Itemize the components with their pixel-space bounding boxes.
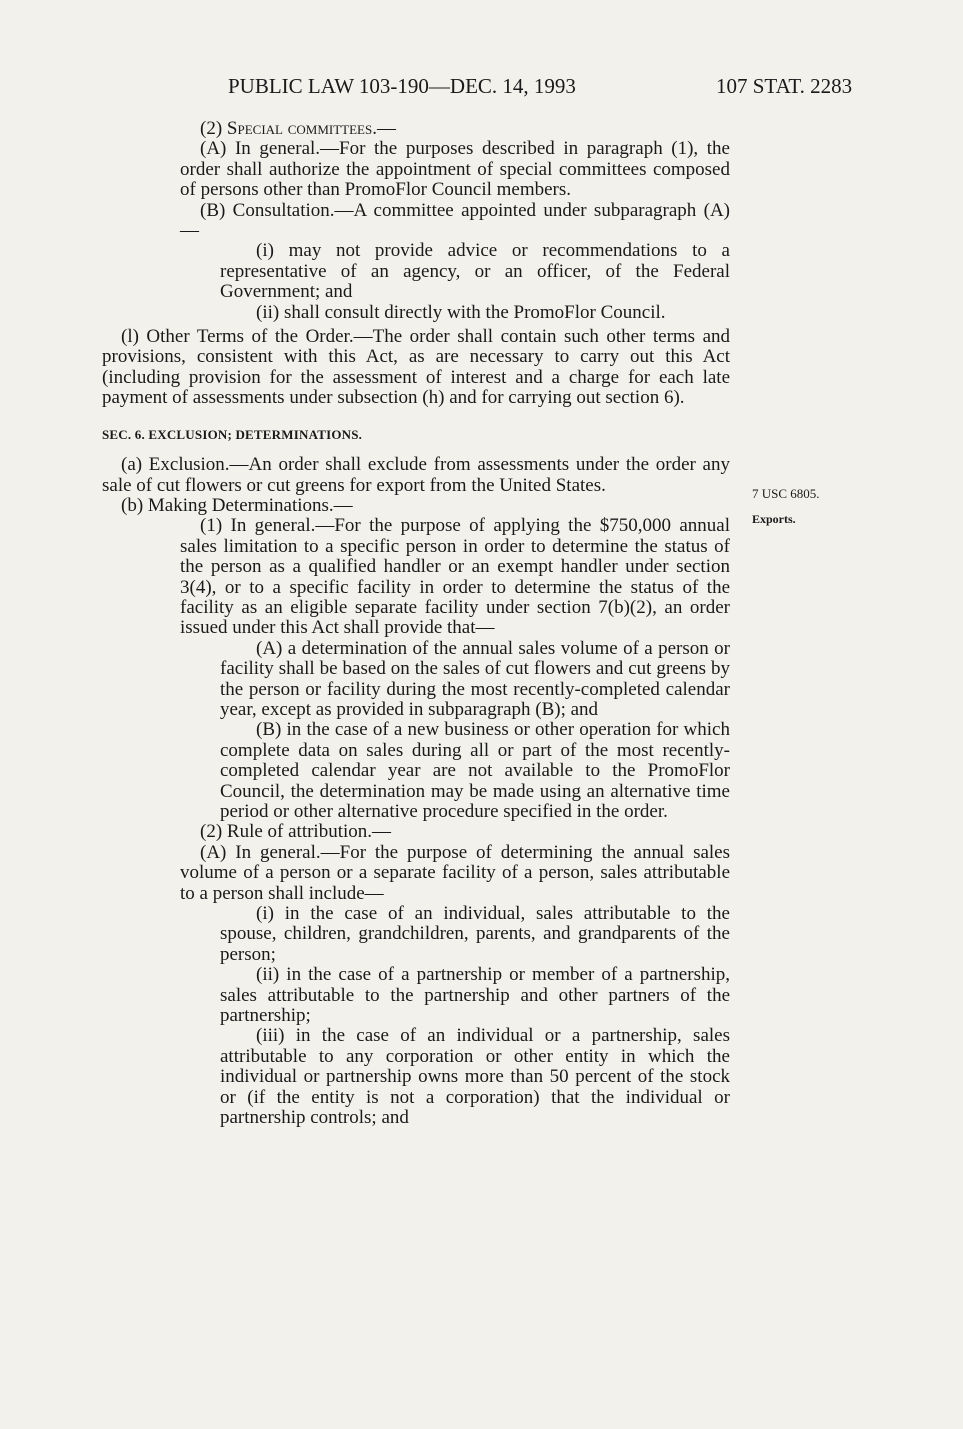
paragraph-2a-attribution-general: (A) In general.—For the purpose of determining the annual sales volume of a person or a separate facility of a person, sales attributable to a person shall include— (180, 841, 730, 904)
subsection-a-exclusion: (a) Exclusion.—An order shall exclude from assessments under the order any sale of cut flowers or cut greens for export from the United States. (102, 454, 730, 496)
page-header (0, 74, 963, 104)
clause-ii-partnership: (ii) in the case of a partnership or member of a partnership, sales attributable to the partnership and other partners of the partnership; (220, 964, 730, 1027)
subparagraph-b-new-business: (B) in the case of a new business or other operation for which complete data on sales during all or part of the most recently-completed calendar year are not available to the PromoFlor Council, the determination may be made using an alternative time period or other alternative procedure specified in the order. (220, 719, 730, 822)
statute-page-number: 107 STAT. 2283 (716, 74, 853, 98)
margin-note-exports: Exports. (752, 512, 796, 526)
section-6-heading: SEC. 6. EXCLUSION; DETERMINATIONS. (102, 426, 363, 442)
paragraph-2-rule-of-attribution: (2) Rule of attribution.— (200, 821, 392, 843)
running-head-title: PUBLIC LAW 103-190—DEC. 14, 1993 (228, 74, 576, 98)
subsection-b-making-determinations: (b) Making Determinations.— (121, 494, 353, 516)
clause-ii-consult: (ii) shall consult directly with the PromoFlor Council. (256, 301, 666, 323)
margin-note-usc: 7 USC 6805. (752, 486, 820, 501)
document-body (102, 119, 730, 1129)
subparagraph-a-determination: (A) a determination of the annual sales volume of a person or facility shall be based on the sales of cut flowers and cut greens by the person or facility during the most recently-completed calendar year, except as provided in subparagraph (B); and (220, 637, 730, 720)
clause-i-individual: (i) in the case of an individual, sales attributable to the spouse, children, grandchildren, parents, and grandparents of the person; (220, 903, 730, 965)
subsection-l-other-terms: (l) Other Terms of the Order.—The order shall contain such other terms and provisions, consistent with this Act, as are necessary to carry out this Act (including provision for the assessment of interest and a charge for each late payment of assessments under subsection (h) and for carrying out section 6). (102, 326, 730, 409)
paragraph-special-committees: (2) Special committees.— (200, 118, 396, 139)
clause-iii-corporation: (iii) in the case of an individual or a partnership, sales attributable to any corporation or other entity in which the individual or partnership owns more than 50 percent of the stock or (if the entity is not a corporation) that the individual or partnership controls; and (220, 1025, 730, 1129)
paragraph-2a-in-general: (A) In general.—For the purposes described in paragraph (1), the order shall authorize the appointment of special committees composed of persons other than PromoFlor Council members. (180, 138, 730, 201)
clause-i-advice: (i) may not provide advice or recommendations to a representative of an agency, or an officer, of the Federal Government; and (220, 240, 730, 303)
paragraph-2b-consultation: (B) Consultation.—A committee appointed under subparagraph (A)— (180, 199, 730, 242)
paragraph-1-in-general: (1) In general.—For the purpose of applying the $750,000 annual sales limitation to a specific person in order to determine the status of the person as a qualified handler or an exempt handler under section 3(4), or to a specific facility in order to determine the status of the facility as an eligible separate facility under section 7(b)(2), an order issued under this Act shall provide that— (180, 515, 730, 639)
